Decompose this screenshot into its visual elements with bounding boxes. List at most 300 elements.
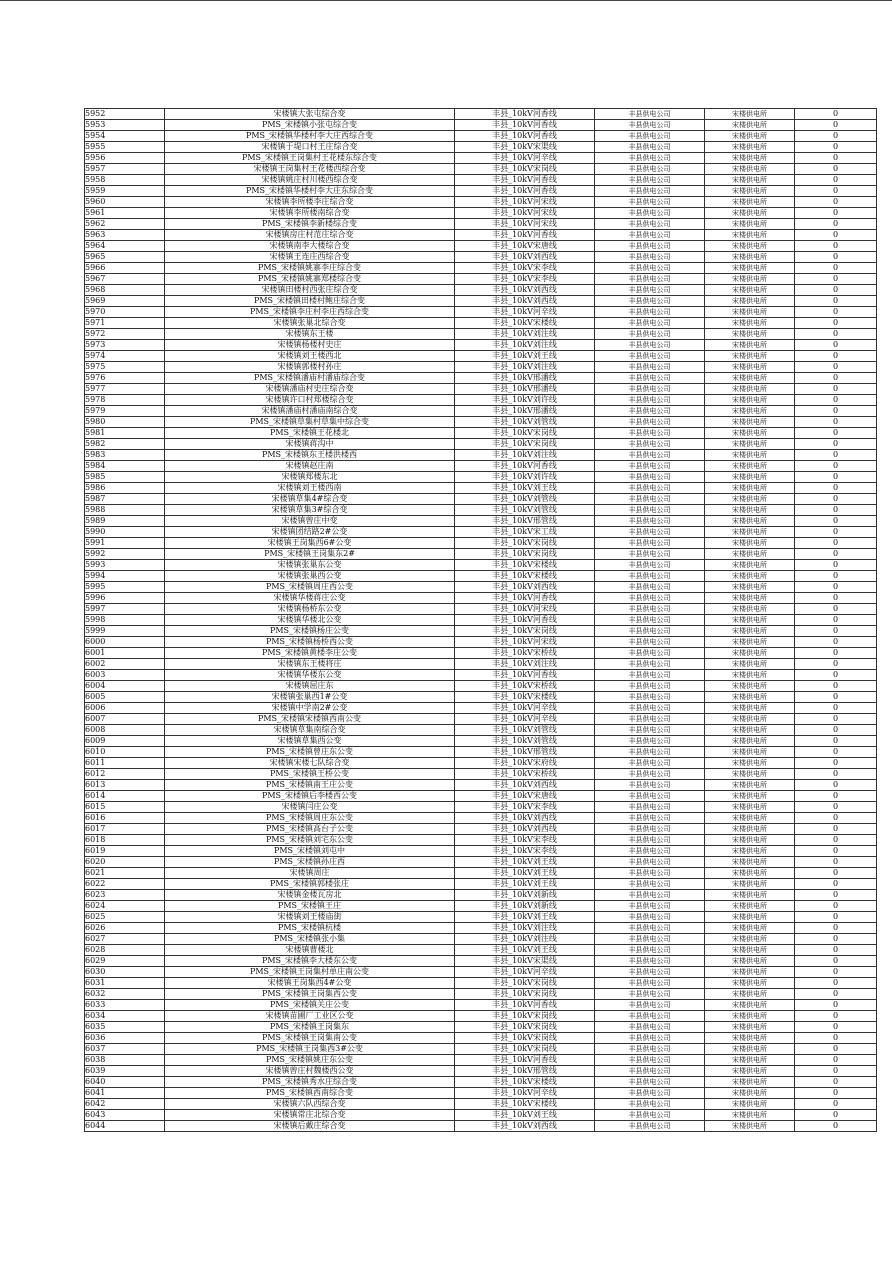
row-number: 6041 bbox=[85, 1088, 165, 1099]
table-row bbox=[85, 824, 877, 835]
value-cell: 0 bbox=[795, 417, 877, 428]
feeder-line: 丰县_10kV宋工线 bbox=[455, 527, 595, 538]
station-name: 宋楼供电所 bbox=[705, 439, 795, 450]
row-number: 5972 bbox=[85, 329, 165, 340]
value-cell: 0 bbox=[795, 1011, 877, 1022]
table-row bbox=[85, 120, 877, 131]
transformer-name: 宋楼镇潘庙村潘庙南综合变 bbox=[165, 406, 455, 417]
company-name: 丰县供电公司 bbox=[595, 263, 705, 274]
company-name: 丰县供电公司 bbox=[595, 417, 705, 428]
table-row bbox=[85, 989, 877, 1000]
station-name: 宋楼供电所 bbox=[705, 670, 795, 681]
station-name: 宋楼供电所 bbox=[705, 307, 795, 318]
company-name: 丰县供电公司 bbox=[595, 208, 705, 219]
table-row bbox=[85, 736, 877, 747]
value-cell: 0 bbox=[795, 615, 877, 626]
row-number: 5956 bbox=[85, 153, 165, 164]
value-cell: 0 bbox=[795, 736, 877, 747]
company-name: 丰县供电公司 bbox=[595, 780, 705, 791]
transformer-name: 宋楼镇王岗集西6#公变 bbox=[165, 538, 455, 549]
table-row bbox=[85, 945, 877, 956]
transformer-name: PMS_宋楼镇曾庄东公变 bbox=[165, 747, 455, 758]
station-name: 宋楼供电所 bbox=[705, 758, 795, 769]
transformer-name: 宋楼镇潘庙村史庄综合变 bbox=[165, 384, 455, 395]
table-row bbox=[85, 923, 877, 934]
value-cell: 0 bbox=[795, 648, 877, 659]
row-number: 6019 bbox=[85, 846, 165, 857]
row-number: 5955 bbox=[85, 142, 165, 153]
row-number: 5985 bbox=[85, 472, 165, 483]
value-cell: 0 bbox=[795, 846, 877, 857]
feeder-line: 丰县_10kV河辛线 bbox=[455, 967, 595, 978]
company-name: 丰县供电公司 bbox=[595, 560, 705, 571]
row-number: 5959 bbox=[85, 186, 165, 197]
feeder-line: 丰县_10kV宋李线 bbox=[455, 274, 595, 285]
feeder-line: 丰县_10kV刘王线 bbox=[455, 879, 595, 890]
table-row bbox=[85, 230, 877, 241]
station-name: 宋楼供电所 bbox=[705, 340, 795, 351]
row-number: 5974 bbox=[85, 351, 165, 362]
row-number: 6039 bbox=[85, 1066, 165, 1077]
value-cell: 0 bbox=[795, 274, 877, 285]
company-name: 丰县供电公司 bbox=[595, 681, 705, 692]
transformer-name: PMS_宋楼镇王岗集东 bbox=[165, 1022, 455, 1033]
value-cell: 0 bbox=[795, 637, 877, 648]
company-name: 丰县供电公司 bbox=[595, 1033, 705, 1044]
feeder-line: 丰县_10kV刘王线 bbox=[455, 945, 595, 956]
feeder-line: 丰县_10kV刘王线 bbox=[455, 1110, 595, 1121]
table-row bbox=[85, 142, 877, 153]
value-cell: 0 bbox=[795, 494, 877, 505]
table-row bbox=[85, 637, 877, 648]
company-name: 丰县供电公司 bbox=[595, 406, 705, 417]
value-cell: 0 bbox=[795, 439, 877, 450]
station-name: 宋楼供电所 bbox=[705, 791, 795, 802]
company-name: 丰县供电公司 bbox=[595, 736, 705, 747]
value-cell: 0 bbox=[795, 296, 877, 307]
table-row bbox=[85, 846, 877, 857]
row-number: 6040 bbox=[85, 1077, 165, 1088]
table-row bbox=[85, 439, 877, 450]
company-name: 丰县供电公司 bbox=[595, 769, 705, 780]
feeder-line: 丰县_10kV宋岗线 bbox=[455, 1011, 595, 1022]
feeder-line: 丰县_10kV刘西线 bbox=[455, 1121, 595, 1132]
value-cell: 0 bbox=[795, 1055, 877, 1066]
value-cell: 0 bbox=[795, 153, 877, 164]
feeder-line: 丰县_10kV刘西线 bbox=[455, 296, 595, 307]
row-number: 6028 bbox=[85, 945, 165, 956]
station-name: 宋楼供电所 bbox=[705, 604, 795, 615]
transformer-name: PMS_宋楼镇杨桥西公变 bbox=[165, 637, 455, 648]
transformer-name: 宋楼镇王连庄西综合变 bbox=[165, 252, 455, 263]
row-number: 5967 bbox=[85, 274, 165, 285]
table-row bbox=[85, 131, 877, 142]
feeder-line: 丰县_10kV宋岗线 bbox=[455, 989, 595, 1000]
transformer-name: PMS_宋楼镇华楼村李大庄西综合变 bbox=[165, 131, 455, 142]
company-name: 丰县供电公司 bbox=[595, 615, 705, 626]
table-row bbox=[85, 692, 877, 703]
company-name: 丰县供电公司 bbox=[595, 274, 705, 285]
value-cell: 0 bbox=[795, 725, 877, 736]
feeder-line: 丰县_10kV刘王线 bbox=[455, 351, 595, 362]
company-name: 丰县供电公司 bbox=[595, 131, 705, 142]
row-number: 5989 bbox=[85, 516, 165, 527]
value-cell: 0 bbox=[795, 604, 877, 615]
company-name: 丰县供电公司 bbox=[595, 230, 705, 241]
value-cell: 0 bbox=[795, 538, 877, 549]
transformer-name: PMS_宋楼镇关庄公变 bbox=[165, 1000, 455, 1011]
company-name: 丰县供电公司 bbox=[595, 120, 705, 131]
transformer-name: PMS_宋楼镇姚寨李庄综合变 bbox=[165, 263, 455, 274]
table-row bbox=[85, 318, 877, 329]
transformer-name: PMS_宋楼镇西南综合变 bbox=[165, 1088, 455, 1099]
row-number: 6035 bbox=[85, 1022, 165, 1033]
value-cell: 0 bbox=[795, 692, 877, 703]
feeder-line: 丰县_10kV宋李线 bbox=[455, 802, 595, 813]
station-name: 宋楼供电所 bbox=[705, 241, 795, 252]
row-number: 5988 bbox=[85, 505, 165, 516]
company-name: 丰县供电公司 bbox=[595, 758, 705, 769]
value-cell: 0 bbox=[795, 109, 877, 120]
value-cell: 0 bbox=[795, 1099, 877, 1110]
company-name: 丰县供电公司 bbox=[595, 318, 705, 329]
station-name: 宋楼供电所 bbox=[705, 1044, 795, 1055]
value-cell: 0 bbox=[795, 791, 877, 802]
station-name: 宋楼供电所 bbox=[705, 296, 795, 307]
feeder-line: 丰县_10kV河香线 bbox=[455, 1055, 595, 1066]
company-name: 丰县供电公司 bbox=[595, 1044, 705, 1055]
company-name: 丰县供电公司 bbox=[595, 186, 705, 197]
station-name: 宋楼供电所 bbox=[705, 956, 795, 967]
transformer-name: PMS_宋楼镇田楼村鲍庄综合变 bbox=[165, 296, 455, 307]
table-row bbox=[85, 384, 877, 395]
transformer-name: PMS_宋楼镇张小集 bbox=[165, 934, 455, 945]
table-row bbox=[85, 197, 877, 208]
company-name: 丰县供电公司 bbox=[595, 472, 705, 483]
row-number: 5994 bbox=[85, 571, 165, 582]
feeder-line: 丰县_10kV刘新线 bbox=[455, 890, 595, 901]
feeder-line: 丰县_10kV邢潘线 bbox=[455, 373, 595, 384]
transformer-name: PMS_宋楼镇杨庄公变 bbox=[165, 626, 455, 637]
value-cell: 0 bbox=[795, 230, 877, 241]
station-name: 宋楼供电所 bbox=[705, 1088, 795, 1099]
value-cell: 0 bbox=[795, 406, 877, 417]
feeder-line: 丰县_10kV刘许线 bbox=[455, 395, 595, 406]
feeder-line: 丰县_10kV河香线 bbox=[455, 131, 595, 142]
row-number: 5973 bbox=[85, 340, 165, 351]
feeder-line: 丰县_10kV宋岗线 bbox=[455, 626, 595, 637]
feeder-line: 丰县_10kV宋楼线 bbox=[455, 1077, 595, 1088]
transformer-name: PMS_宋楼镇潘庙村潘庙综合变 bbox=[165, 373, 455, 384]
table-row bbox=[85, 1099, 877, 1110]
transformer-name: 宋楼镇中学南2#公变 bbox=[165, 703, 455, 714]
company-name: 丰县供电公司 bbox=[595, 670, 705, 681]
station-name: 宋楼供电所 bbox=[705, 582, 795, 593]
station-name: 宋楼供电所 bbox=[705, 230, 795, 241]
row-number: 5965 bbox=[85, 252, 165, 263]
row-number: 6012 bbox=[85, 769, 165, 780]
station-name: 宋楼供电所 bbox=[705, 274, 795, 285]
transformer-name: 宋楼镇后戴庄综合变 bbox=[165, 1121, 455, 1132]
row-number: 5983 bbox=[85, 450, 165, 461]
row-number: 6033 bbox=[85, 1000, 165, 1011]
table-row bbox=[85, 538, 877, 549]
table-row bbox=[85, 472, 877, 483]
station-name: 宋楼供电所 bbox=[705, 813, 795, 824]
station-name: 宋楼供电所 bbox=[705, 131, 795, 142]
table-row bbox=[85, 1000, 877, 1011]
value-cell: 0 bbox=[795, 802, 877, 813]
transformer-name: 宋楼镇草集4#综合变 bbox=[165, 494, 455, 505]
company-name: 丰县供电公司 bbox=[595, 1099, 705, 1110]
station-name: 宋楼供电所 bbox=[705, 1077, 795, 1088]
feeder-line: 丰县_10kV宋岗线 bbox=[455, 428, 595, 439]
feeder-line: 丰县_10kV宋岗线 bbox=[455, 439, 595, 450]
value-cell: 0 bbox=[795, 461, 877, 472]
value-cell: 0 bbox=[795, 428, 877, 439]
transformer-name: 宋楼镇屈庄东 bbox=[165, 681, 455, 692]
station-name: 宋楼供电所 bbox=[705, 1022, 795, 1033]
transformer-name: PMS_宋楼镇王花楼北 bbox=[165, 428, 455, 439]
transformer-name: PMS_宋楼镇周庄西公变 bbox=[165, 582, 455, 593]
station-name: 宋楼供电所 bbox=[705, 208, 795, 219]
table-row bbox=[85, 978, 877, 989]
transformer-name: 宋楼镇草集南综合变 bbox=[165, 725, 455, 736]
value-cell: 0 bbox=[795, 1022, 877, 1033]
value-cell: 0 bbox=[795, 1000, 877, 1011]
row-number: 6031 bbox=[85, 978, 165, 989]
feeder-line: 丰县_10kV河香线 bbox=[455, 1000, 595, 1011]
table-row bbox=[85, 890, 877, 901]
company-name: 丰县供电公司 bbox=[595, 956, 705, 967]
feeder-line: 丰县_10kV刘王线 bbox=[455, 483, 595, 494]
feeder-line: 丰县_10kV河辛线 bbox=[455, 307, 595, 318]
station-name: 宋楼供电所 bbox=[705, 1000, 795, 1011]
table-row bbox=[85, 274, 877, 285]
feeder-line: 丰县_10kV河宋线 bbox=[455, 219, 595, 230]
transformer-name: 宋楼镇刘王楼西北 bbox=[165, 351, 455, 362]
station-name: 宋楼供电所 bbox=[705, 681, 795, 692]
value-cell: 0 bbox=[795, 1066, 877, 1077]
company-name: 丰县供电公司 bbox=[595, 351, 705, 362]
transformer-name: 宋楼镇东王楼 bbox=[165, 329, 455, 340]
feeder-line: 丰县_10kV刘注线 bbox=[455, 329, 595, 340]
table-row bbox=[85, 549, 877, 560]
row-number: 5963 bbox=[85, 230, 165, 241]
station-name: 宋楼供电所 bbox=[705, 901, 795, 912]
transformer-name: PMS_宋楼镇刘宅东公变 bbox=[165, 835, 455, 846]
transformer-name: 宋楼镇常庄北综合变 bbox=[165, 1110, 455, 1121]
company-name: 丰县供电公司 bbox=[595, 428, 705, 439]
transformer-name: PMS_宋楼镇周庄东公变 bbox=[165, 813, 455, 824]
station-name: 宋楼供电所 bbox=[705, 571, 795, 582]
value-cell: 0 bbox=[795, 307, 877, 318]
table-row bbox=[85, 417, 877, 428]
feeder-line: 丰县_10kV刘王线 bbox=[455, 912, 595, 923]
feeder-line: 丰县_10kV刘西线 bbox=[455, 813, 595, 824]
row-number: 5980 bbox=[85, 417, 165, 428]
feeder-line: 丰县_10kV邢管线 bbox=[455, 1066, 595, 1077]
transformer-name: 宋楼镇六队西综合变 bbox=[165, 1099, 455, 1110]
station-name: 宋楼供电所 bbox=[705, 1121, 795, 1132]
value-cell: 0 bbox=[795, 373, 877, 384]
row-number: 6004 bbox=[85, 681, 165, 692]
value-cell: 0 bbox=[795, 560, 877, 571]
transformer-name: 宋楼镇华楼蒋庄公变 bbox=[165, 593, 455, 604]
feeder-line: 丰县_10kV河香线 bbox=[455, 109, 595, 120]
table-row bbox=[85, 505, 877, 516]
feeder-line: 丰县_10kV刘西线 bbox=[455, 252, 595, 263]
feeder-line: 丰县_10kV宋楼线 bbox=[455, 318, 595, 329]
feeder-line: 丰县_10kV河宋线 bbox=[455, 197, 595, 208]
table-body bbox=[85, 109, 877, 1132]
table-row bbox=[85, 1033, 877, 1044]
table-row bbox=[85, 857, 877, 868]
value-cell: 0 bbox=[795, 384, 877, 395]
transformer-name: PMS_宋楼镇孙庄西 bbox=[165, 857, 455, 868]
station-name: 宋楼供电所 bbox=[705, 923, 795, 934]
station-name: 宋楼供电所 bbox=[705, 329, 795, 340]
company-name: 丰县供电公司 bbox=[595, 857, 705, 868]
feeder-line: 丰县_10kV邢潘线 bbox=[455, 406, 595, 417]
transformer-name: 宋楼镇张巢北综合变 bbox=[165, 318, 455, 329]
station-name: 宋楼供电所 bbox=[705, 934, 795, 945]
table-row bbox=[85, 615, 877, 626]
value-cell: 0 bbox=[795, 472, 877, 483]
station-name: 宋楼供电所 bbox=[705, 285, 795, 296]
value-cell: 0 bbox=[795, 659, 877, 670]
company-name: 丰县供电公司 bbox=[595, 714, 705, 725]
table-row bbox=[85, 252, 877, 263]
station-name: 宋楼供电所 bbox=[705, 472, 795, 483]
feeder-line: 丰县_10kV刘管线 bbox=[455, 505, 595, 516]
company-name: 丰县供电公司 bbox=[595, 868, 705, 879]
row-number: 6002 bbox=[85, 659, 165, 670]
company-name: 丰县供电公司 bbox=[595, 1000, 705, 1011]
feeder-line: 丰县_10kV刘注线 bbox=[455, 340, 595, 351]
feeder-line: 丰县_10kV刘注线 bbox=[455, 362, 595, 373]
station-name: 宋楼供电所 bbox=[705, 197, 795, 208]
transformer-name: 宋楼镇东王楼将庄 bbox=[165, 659, 455, 670]
transformer-name: 宋楼镇张巢西公变 bbox=[165, 571, 455, 582]
station-name: 宋楼供电所 bbox=[705, 703, 795, 714]
station-name: 宋楼供电所 bbox=[705, 164, 795, 175]
table-row bbox=[85, 208, 877, 219]
company-name: 丰县供电公司 bbox=[595, 923, 705, 934]
station-name: 宋楼供电所 bbox=[705, 1011, 795, 1022]
row-number: 5997 bbox=[85, 604, 165, 615]
row-number: 6032 bbox=[85, 989, 165, 1000]
company-name: 丰县供电公司 bbox=[595, 241, 705, 252]
value-cell: 0 bbox=[795, 670, 877, 681]
company-name: 丰县供电公司 bbox=[595, 505, 705, 516]
row-number: 6006 bbox=[85, 703, 165, 714]
company-name: 丰县供电公司 bbox=[595, 846, 705, 857]
company-name: 丰县供电公司 bbox=[595, 296, 705, 307]
transformer-name: PMS_宋楼镇王岗集西公变 bbox=[165, 989, 455, 1000]
table-row bbox=[85, 373, 877, 384]
transformer-name: PMS_宋楼镇李新楼综合变 bbox=[165, 219, 455, 230]
company-name: 丰县供电公司 bbox=[595, 307, 705, 318]
company-name: 丰县供电公司 bbox=[595, 109, 705, 120]
transformer-name: 宋楼镇于堤口村王庄综合变 bbox=[165, 142, 455, 153]
row-number: 6029 bbox=[85, 956, 165, 967]
table-row bbox=[85, 879, 877, 890]
value-cell: 0 bbox=[795, 890, 877, 901]
transformer-name: 宋楼镇蒋沟中 bbox=[165, 439, 455, 450]
station-name: 宋楼供电所 bbox=[705, 483, 795, 494]
table-row bbox=[85, 703, 877, 714]
feeder-line: 丰县_10kV刘注线 bbox=[455, 923, 595, 934]
row-number: 6009 bbox=[85, 736, 165, 747]
station-name: 宋楼供电所 bbox=[705, 263, 795, 274]
table-row bbox=[85, 461, 877, 472]
table-row bbox=[85, 483, 877, 494]
company-name: 丰县供电公司 bbox=[595, 835, 705, 846]
feeder-line: 丰县_10kV河辛线 bbox=[455, 714, 595, 725]
value-cell: 0 bbox=[795, 351, 877, 362]
table-row bbox=[85, 428, 877, 439]
station-name: 宋楼供电所 bbox=[705, 747, 795, 758]
value-cell: 0 bbox=[795, 549, 877, 560]
value-cell: 0 bbox=[795, 945, 877, 956]
feeder-line: 丰县_10kV宋李线 bbox=[455, 846, 595, 857]
transformer-name: 宋楼镇刘王楼西南 bbox=[165, 483, 455, 494]
page-top-border bbox=[0, 0, 892, 1]
value-cell: 0 bbox=[795, 857, 877, 868]
feeder-line: 丰县_10kV宋岗线 bbox=[455, 164, 595, 175]
station-name: 宋楼供电所 bbox=[705, 637, 795, 648]
value-cell: 0 bbox=[795, 329, 877, 340]
company-name: 丰县供电公司 bbox=[595, 692, 705, 703]
station-name: 宋楼供电所 bbox=[705, 428, 795, 439]
company-name: 丰县供电公司 bbox=[595, 549, 705, 560]
transformer-name: PMS_宋楼镇秀水庄综合变 bbox=[165, 1077, 455, 1088]
transformer-name: 宋楼镇田楼村西张庄综合变 bbox=[165, 285, 455, 296]
table-row bbox=[85, 835, 877, 846]
value-cell: 0 bbox=[795, 120, 877, 131]
transformer-name: PMS_宋楼镇王庄 bbox=[165, 901, 455, 912]
feeder-line: 丰县_10kV邢管线 bbox=[455, 516, 595, 527]
value-cell: 0 bbox=[795, 395, 877, 406]
company-name: 丰县供电公司 bbox=[595, 593, 705, 604]
row-number: 6014 bbox=[85, 791, 165, 802]
table-row bbox=[85, 901, 877, 912]
station-name: 宋楼供电所 bbox=[705, 219, 795, 230]
station-name: 宋楼供电所 bbox=[705, 868, 795, 879]
transformer-name: PMS_宋楼镇华楼村李大庄东综合变 bbox=[165, 186, 455, 197]
row-number: 5966 bbox=[85, 263, 165, 274]
company-name: 丰县供电公司 bbox=[595, 439, 705, 450]
transformer-name: 宋楼镇许口村郑楼综合变 bbox=[165, 395, 455, 406]
feeder-line: 丰县_10kV宋岗线 bbox=[455, 549, 595, 560]
row-number: 5962 bbox=[85, 219, 165, 230]
feeder-line: 丰县_10kV刘管线 bbox=[455, 725, 595, 736]
station-name: 宋楼供电所 bbox=[705, 1055, 795, 1066]
transformer-name: PMS_宋楼镇王岗集南公变 bbox=[165, 1033, 455, 1044]
station-name: 宋楼供电所 bbox=[705, 406, 795, 417]
row-number: 6043 bbox=[85, 1110, 165, 1121]
value-cell: 0 bbox=[795, 747, 877, 758]
station-name: 宋楼供电所 bbox=[705, 879, 795, 890]
value-cell: 0 bbox=[795, 131, 877, 142]
transformer-name: PMS_宋楼镇姚寨郑楼综合变 bbox=[165, 274, 455, 285]
row-number: 5984 bbox=[85, 461, 165, 472]
row-number: 6024 bbox=[85, 901, 165, 912]
station-name: 宋楼供电所 bbox=[705, 615, 795, 626]
transformer-name: PMS_宋楼镇东王楼洪楼西 bbox=[165, 450, 455, 461]
value-cell: 0 bbox=[795, 186, 877, 197]
